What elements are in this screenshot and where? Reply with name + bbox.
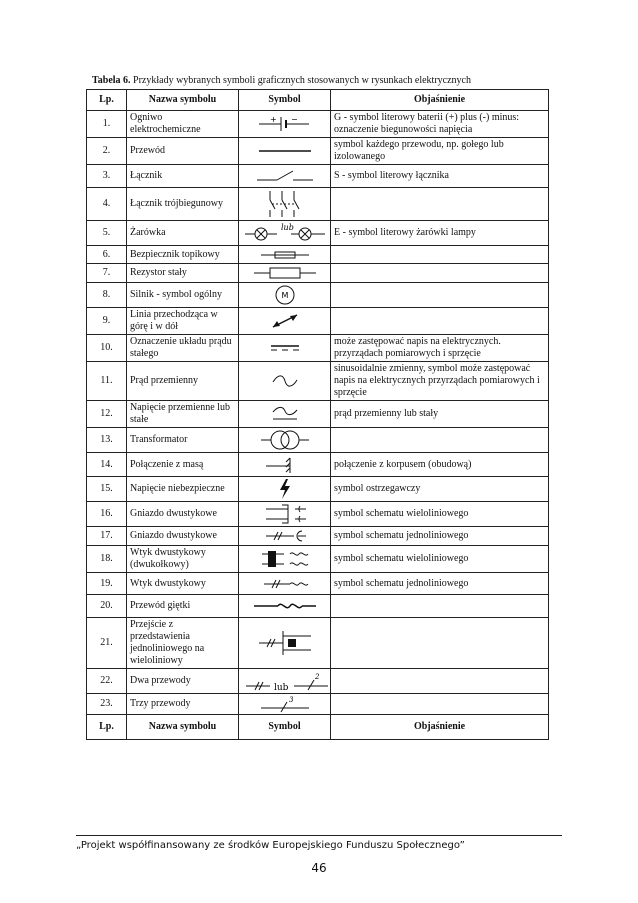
symbol-explanation — [331, 428, 549, 453]
symbol-cell — [239, 694, 331, 715]
socket-multiline-icon — [242, 503, 327, 525]
symbol-text: lub — [274, 683, 289, 692]
svg-text:+: + — [269, 115, 277, 124]
symbol-explanation: może zastępować napis na elektrycznych. przyrządach pomiarowych i sprzęcie — [331, 335, 549, 362]
symbol-explanation — [331, 188, 549, 221]
footer-name: Nazwa symbolu — [127, 715, 239, 740]
three-wires-icon — [242, 695, 327, 713]
table-row — [87, 138, 549, 165]
symbol-name: Łącznik trójbiegunowy — [127, 188, 239, 221]
symbol-text: lub — [280, 223, 294, 232]
table-header-row — [87, 90, 549, 111]
two-wires-icon — [242, 670, 327, 692]
symbol-name: Wtyk dwustykowy — [127, 573, 239, 595]
symbol-text: M — [281, 291, 288, 300]
row-number: 9. — [87, 308, 127, 335]
table-row — [87, 669, 549, 694]
symbol-name: Przewód giętki — [127, 595, 239, 618]
symbol-cell — [239, 453, 331, 477]
table-row — [87, 264, 549, 283]
three-pole-switch-icon — [242, 189, 327, 219]
table-row — [87, 694, 549, 715]
symbol-name: Linia przechodząca w górę i w dół — [127, 308, 239, 335]
table-row — [87, 308, 549, 335]
footer-symbol: Symbol — [239, 715, 331, 740]
symbol-cell — [239, 264, 331, 283]
symbol-cell — [239, 221, 331, 246]
row-number: 7. — [87, 264, 127, 283]
symbol-cell — [239, 477, 331, 502]
row-number: 15. — [87, 477, 127, 502]
table-row — [87, 618, 549, 669]
table-row — [87, 502, 549, 527]
symbol-explanation — [331, 595, 549, 618]
table-footer-row — [87, 715, 549, 740]
symbol-explanation: symbol każdego przewodu, np. gołego lub izolowanego — [331, 138, 549, 165]
alternating-current-icon — [242, 374, 327, 388]
symbol-name: Przejście z przedstawienia jednoliniowego na wieloliniowy — [127, 618, 239, 669]
symbol-cell — [239, 335, 331, 362]
header-explanation: Objaśnienie — [331, 90, 549, 111]
symbol-explanation: symbol schematu wieloliniowego — [331, 502, 549, 527]
symbol-name: Wtyk dwustykowy (dwukołkowy) — [127, 546, 239, 573]
row-number: 4. — [87, 188, 127, 221]
table-row — [87, 401, 549, 428]
symbol-cell — [239, 401, 331, 428]
symbol-explanation: S - symbol literowy łącznika — [331, 165, 549, 188]
symbol-explanation: prąd przemienny lub stały — [331, 401, 549, 428]
lightning-icon — [242, 478, 327, 500]
table-row — [87, 527, 549, 546]
symbol-name: Napięcie przemienne lub stałe — [127, 401, 239, 428]
row-number: 21. — [87, 618, 127, 669]
table-row — [87, 335, 549, 362]
row-number: 13. — [87, 428, 127, 453]
row-number: 11. — [87, 362, 127, 401]
footer-divider — [76, 835, 562, 836]
symbol-explanation — [331, 618, 549, 669]
symbol-explanation: G - symbol literowy baterii (+) plus (-) minus: oznaczenie biegunowości napięcia — [331, 111, 549, 138]
symbol-name: Prąd przemienny — [127, 362, 239, 401]
symbol-explanation — [331, 283, 549, 308]
symbol-cell — [239, 362, 331, 401]
row-number: 2. — [87, 138, 127, 165]
row-number: 1. — [87, 111, 127, 138]
resistor-icon — [242, 266, 327, 280]
flexible-wire-icon — [242, 598, 327, 614]
symbol-cell — [239, 428, 331, 453]
footer-explanation: Objaśnienie — [331, 715, 549, 740]
symbol-name: Żarówka — [127, 221, 239, 246]
symbol-cell — [239, 595, 331, 618]
symbol-cell — [239, 308, 331, 335]
symbol-cell — [239, 246, 331, 264]
caption-text: Przykłady wybranych symboli graficznych stosowanych w rysunkach elektrycznych — [133, 75, 471, 86]
footer-text: „Projekt współfinansowany ze środków Europejskiego Funduszu Społecznego” — [76, 840, 465, 851]
symbol-cell — [239, 138, 331, 165]
cell-battery-icon — [242, 115, 327, 133]
wire-icon — [242, 145, 327, 157]
symbol-name: Przewód — [127, 138, 239, 165]
caption-label: Tabela 6. — [92, 75, 131, 86]
symbols-table — [86, 89, 549, 740]
symbol-name: Gniazdo dwustykowe — [127, 502, 239, 527]
symbol-explanation: symbol schematu wieloliniowego — [331, 546, 549, 573]
table-row — [87, 595, 549, 618]
row-number: 18. — [87, 546, 127, 573]
switch-icon — [242, 168, 327, 184]
symbol-cell — [239, 188, 331, 221]
symbol-explanation — [331, 308, 549, 335]
row-number: 12. — [87, 401, 127, 428]
lamp-icon — [242, 222, 327, 244]
symbol-name: Trzy przewody — [127, 694, 239, 715]
symbol-explanation: symbol schematu jednoliniowego — [331, 527, 549, 546]
symbol-cell — [239, 111, 331, 138]
symbol-explanation — [331, 669, 549, 694]
table-row — [87, 188, 549, 221]
socket-singleline-icon — [242, 529, 327, 543]
row-number: 3. — [87, 165, 127, 188]
symbol-name: Gniazdo dwustykowe — [127, 527, 239, 546]
footer-lp: Lp. — [87, 715, 127, 740]
symbol-name: Połączenie z masą — [127, 453, 239, 477]
symbol-name: Napięcie niebezpieczne — [127, 477, 239, 502]
symbol-name: Dwa przewody — [127, 669, 239, 694]
svg-text:2: 2 — [315, 673, 320, 681]
row-number: 6. — [87, 246, 127, 264]
table-row — [87, 453, 549, 477]
table-row — [87, 362, 549, 401]
symbol-cell — [239, 573, 331, 595]
symbol-name: Ogniwo elektrochemiczne — [127, 111, 239, 138]
table-row — [87, 477, 549, 502]
symbol-name: Silnik - symbol ogólny — [127, 283, 239, 308]
symbol-explanation: E - symbol literowy żarówki lampy — [331, 221, 549, 246]
table-caption — [92, 75, 471, 86]
symbol-name: Łącznik — [127, 165, 239, 188]
symbol-name: Oznaczenie układu prądu stałego — [127, 335, 239, 362]
table-row — [87, 573, 549, 595]
single-to-multi-icon — [242, 628, 327, 658]
table-row — [87, 546, 549, 573]
symbol-name: Bezpiecznik topikowy — [127, 246, 239, 264]
table-row — [87, 221, 549, 246]
page-number: 46 — [311, 861, 327, 875]
table-row — [87, 165, 549, 188]
row-number: 16. — [87, 502, 127, 527]
row-number: 20. — [87, 595, 127, 618]
header-symbol: Symbol — [239, 90, 331, 111]
chassis-ground-icon — [242, 455, 327, 475]
symbol-explanation: połączenie z korpusem (obudową) — [331, 453, 549, 477]
symbol-cell — [239, 527, 331, 546]
header-name: Nazwa symbolu — [127, 90, 239, 111]
table-row — [87, 246, 549, 264]
table-row — [87, 428, 549, 453]
symbol-explanation: symbol schematu jednoliniowego — [331, 573, 549, 595]
plug-multiline-icon — [242, 548, 327, 570]
table-row — [87, 283, 549, 308]
symbol-name: Transformator — [127, 428, 239, 453]
symbol-cell — [239, 669, 331, 694]
row-number: 17. — [87, 527, 127, 546]
transformer-icon — [242, 429, 327, 451]
symbol-cell — [239, 165, 331, 188]
plug-singleline-icon — [242, 577, 327, 591]
symbol-cell — [239, 618, 331, 669]
row-number: 19. — [87, 573, 127, 595]
row-number: 14. — [87, 453, 127, 477]
svg-text:3: 3 — [288, 696, 293, 704]
ac-dc-icon — [242, 406, 327, 422]
symbol-explanation — [331, 246, 549, 264]
symbol-cell — [239, 546, 331, 573]
header-lp: Lp. — [87, 90, 127, 111]
row-number: 22. — [87, 669, 127, 694]
motor-icon — [242, 284, 327, 306]
fuse-icon — [242, 249, 327, 261]
row-number: 23. — [87, 694, 127, 715]
symbol-explanation: symbol ostrzegawczy — [331, 477, 549, 502]
table-row — [87, 111, 549, 138]
symbol-explanation — [331, 264, 549, 283]
symbol-explanation: sinusoidalnie zmienny, symbol może zastępować napis na elektrycznych przyrządach pomiarowych i sprzęcie — [331, 362, 549, 401]
row-number: 10. — [87, 335, 127, 362]
symbol-cell — [239, 283, 331, 308]
line-up-down-icon — [242, 311, 327, 331]
symbol-cell — [239, 502, 331, 527]
symbol-explanation — [331, 694, 549, 715]
direct-current-icon — [242, 342, 327, 354]
symbol-name: Rezystor stały — [127, 264, 239, 283]
svg-text:−: − — [290, 115, 298, 124]
row-number: 5. — [87, 221, 127, 246]
row-number: 8. — [87, 283, 127, 308]
